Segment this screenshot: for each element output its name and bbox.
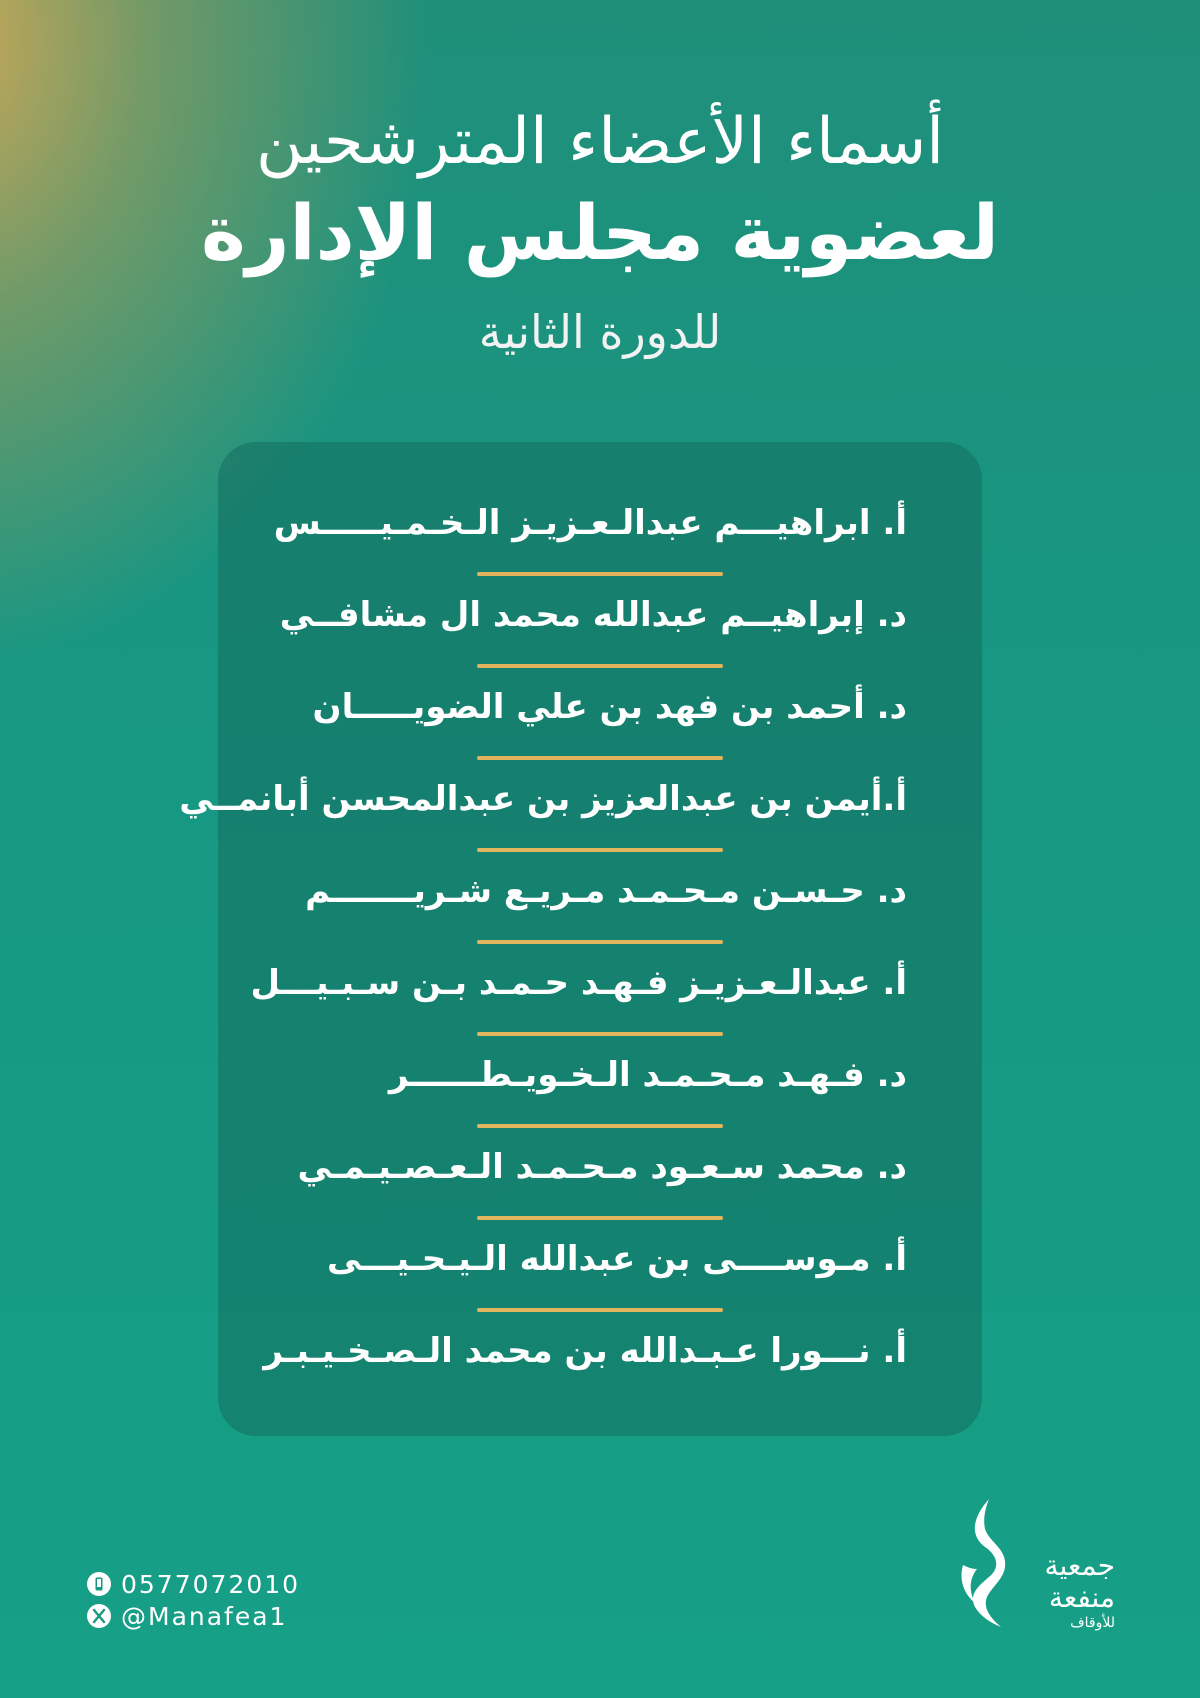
candidate-name: أ. مـوســــى بن عبدالله الـيـحـيـــى [326,1239,907,1279]
divider [477,940,723,944]
x-logo-icon [87,1604,111,1628]
list-item [218,864,982,956]
divider [477,572,723,576]
divider [477,1124,723,1128]
candidate-name: د. أحمد بن فهد بن علي الضويـــــان [312,687,907,727]
candidate-name: أ. عبدالـعـزيـز فـهـد حـمـد بـن سـبـيـــل [250,963,907,1003]
social-row [87,1600,300,1632]
divider [477,664,723,668]
list-item [218,956,982,1048]
candidates-panel [179,442,982,1436]
social-handle[interactable]: @Manafea1 [121,1601,288,1631]
list-item [218,680,982,772]
phone-icon [87,1572,111,1596]
candidates-list [179,496,982,1416]
organization-logo [955,1495,1115,1635]
logo-line-2: منفعة [1048,1581,1115,1614]
candidate-name: د. محمد سـعـود مـحـمـد الـعـصـيـمـي [297,1147,907,1187]
list-item [218,496,982,588]
logo-line-3: للأوقاف [1070,1615,1115,1631]
logo-line-1: جمعية [1044,1549,1115,1582]
list-item [218,1232,982,1324]
list-item [218,1048,982,1140]
title-line-2: لعضوية مجلس الإدارة [200,188,1000,277]
list-item [218,1324,982,1416]
candidate-name: أ. ابراهيـــم عبدالـعـزيـز الـخـمـيـــــس [273,503,907,543]
candidate-name: د. حـسـن مـحـمـد مـريـع شـريـــــــم [305,871,907,911]
logo-mark-icon [955,1495,1015,1635]
candidate-name: أ.أيمن بن عبدالعزيز بن عبدالمحسن أبانمــي [179,779,907,819]
title-line-1: أسماء الأعضاء المترشحين [255,105,945,179]
list-item [218,588,982,680]
x-logo-icon-graphic [87,1604,111,1628]
phone-icon-graphic [87,1572,111,1596]
divider [477,848,723,852]
divider [477,756,723,760]
logo-text [1015,1550,1115,1632]
list-item [218,1140,982,1232]
divider [477,1032,723,1036]
candidate-name: د. إبراهيــم عبدالله محمد ال مشافــي [279,595,907,635]
candidate-name: د. فـهـد مـحـمـد الـخـويـطــــــر [388,1055,907,1095]
phone-number: 0577072010 [121,1569,301,1599]
subtitle: للدورة الثانية [478,305,722,359]
divider [477,1308,723,1312]
phone-row [87,1568,300,1600]
contact-info [87,1568,300,1632]
divider [477,1216,723,1220]
list-item [179,772,982,864]
header [0,100,1200,359]
candidate-name: أ. نـــورا عـبـدالله بن محمد الـصـخـيـبـر [263,1331,907,1371]
